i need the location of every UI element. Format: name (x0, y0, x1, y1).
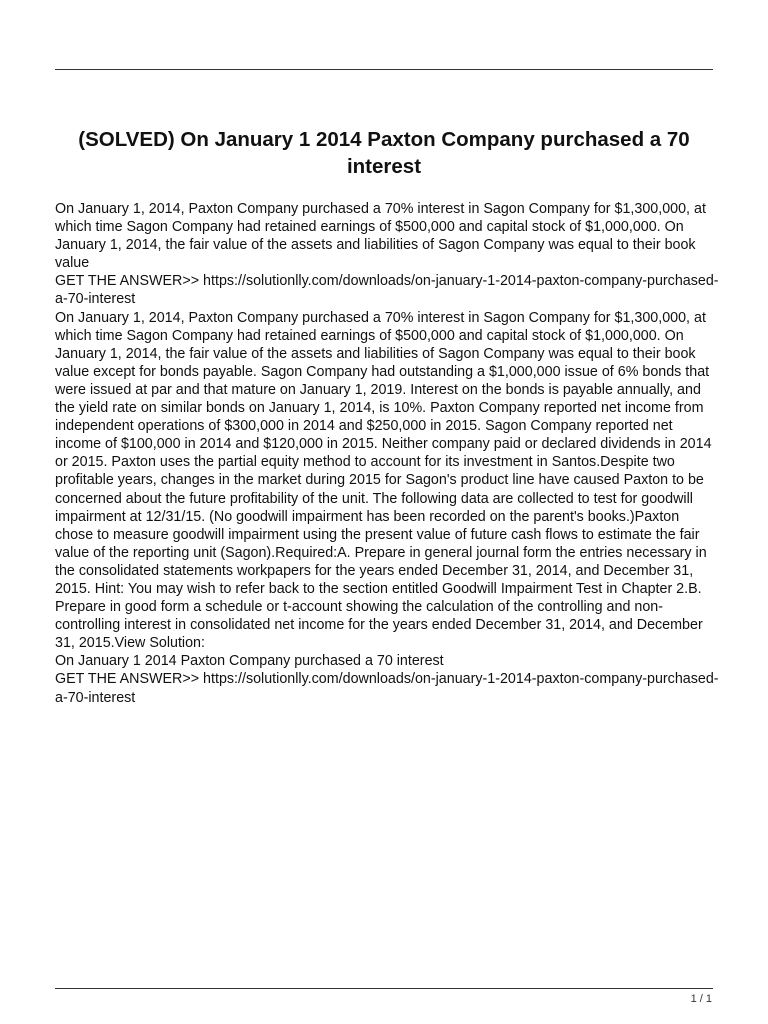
header-rule (55, 69, 713, 70)
answer-link[interactable]: GET THE ANSWER>> https://solutionlly.com/downloads/on-january-1-2014-paxton-company-purchased-a-70-interest (55, 273, 719, 308)
footer-rule (55, 988, 713, 989)
page-number: 1 / 1 (690, 993, 712, 1005)
intro-paragraph: On January 1, 2014, Paxton Company purchased a 70% interest in Sagon Company for $1,300,000, at which time Sagon Company had retained earnings of $500,000 and capital stock of $1,000,000. On January 1, 2014, the fair value of the assets and liabilities of Sagon Company was equal to their book value (55, 201, 706, 272)
problem-paragraph: On January 1, 2014, Paxton Company purchased a 70% interest in Sagon Company for $1,300,000, at which time Sagon Company had retained earnings of $500,000 and capital stock of $1,000,000. On January 1, 2014, the fair value of the assets and liabilities of Sagon Company was equal to their book value except for bonds payable. Sagon Company had outstanding a $1,000,000 issue of 6% bonds that were issued at par and that mature on January 1, 2019. Interest on the bonds is payable annually, and the yield rate on similar bonds on January 1, 2014, is 10%. Paxton Company reported net income from independent operations of $300,000 in 2014 and $250,000 in 2015. Sagon Company reported net income of $100,000 in 2014 and $120,000 in 2015. Neither company paid or declared dividends in 2014 or 2015. Paxton uses the partial equity method to account for its investment in Santos.Despite two profitable years, changes in the market during 2015 for Sagon's product line have caused Paxton to be concerned about the future profitability of the unit. The following data are collected to test for goodwill impairment at 12/31/15. (No goodwill impairment has been recorded on the parent's books.)Paxton chose to measure goodwill impairment using the present value of future cash flows to estimate the fair value of the reporting unit (Sagon).Required:A. Prepare in general journal form the entries necessary in the consolidated statements workpapers for the years ended December 31, 2014, and December 31, 2015. Hint: You may wish to refer back to the section entitled Goodwill Impairment Test in Chapter 2.B. Prepare in good form a schedule or t-account showing the calculation of the controlling and non-controlling interest in consolidated net income for the years ended December 31, 2014, and December 31, 2015.View Solution: (55, 309, 712, 652)
document-title: (SOLVED) On January 1 2014 Paxton Company purchased a 70 interest (78, 128, 690, 178)
solution-title: On January 1 2014 Paxton Company purchased a 70 interest (55, 653, 444, 670)
answer-link-bottom[interactable]: GET THE ANSWER>> https://solutionlly.com/downloads/on-january-1-2014-paxton-company-purchased-a-70-interest (55, 671, 719, 706)
document-body (55, 200, 719, 707)
